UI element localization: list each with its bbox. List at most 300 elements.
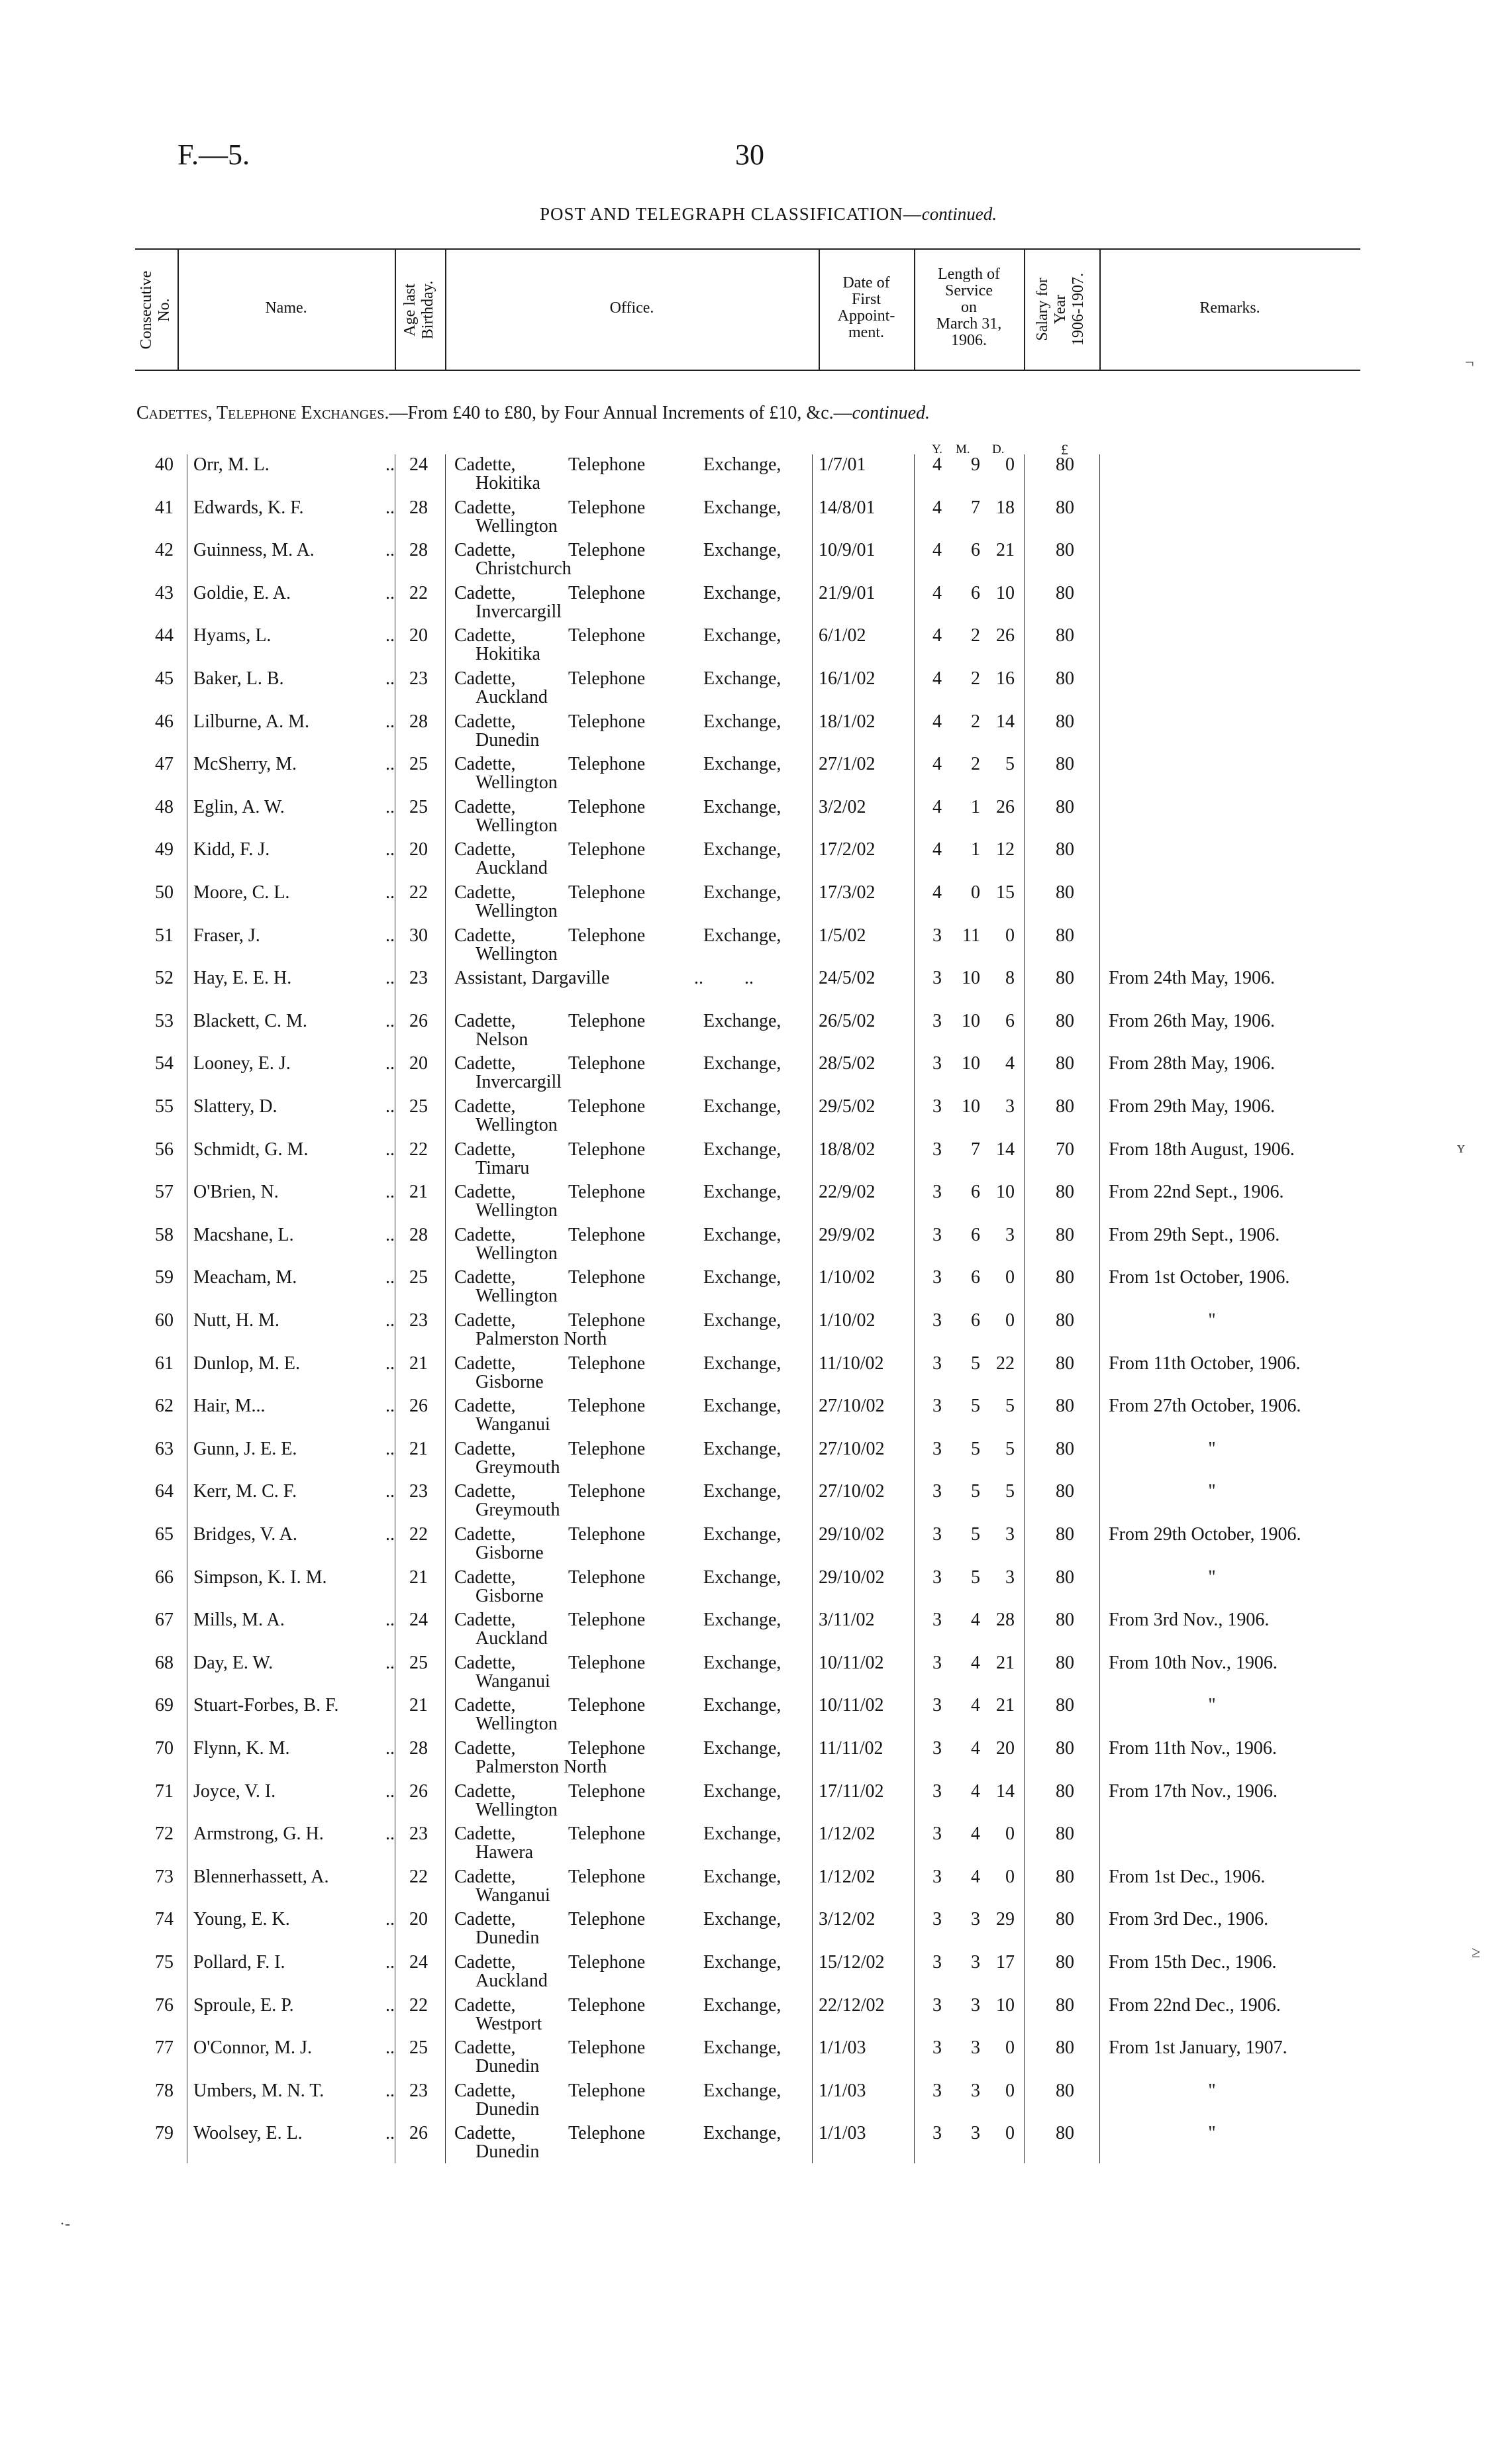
salary-cell: 80 <box>1056 1224 1074 1245</box>
office-word: Cadette, <box>454 540 516 561</box>
service-days: 5 <box>1005 754 1015 775</box>
name-cell: Simpson, K. I. M. <box>193 1566 327 1588</box>
table-row <box>0 1695 1510 1737</box>
office-word: Telephone <box>568 668 646 689</box>
office-word: Telephone <box>568 497 646 518</box>
office-word: .. <box>744 968 754 989</box>
salary-cell: 80 <box>1056 2037 1074 2059</box>
remarks-cell: From 3rd Nov., 1906. <box>1109 1610 1270 1631</box>
name-cell: Edwards, K. F. <box>193 497 304 518</box>
office-place: Wellington <box>476 1286 558 1307</box>
office-place: Wellington <box>476 1200 558 1221</box>
office-word: Exchange, <box>703 882 781 903</box>
service-years: 3 <box>932 1010 942 1031</box>
office-word: Exchange, <box>703 1652 781 1673</box>
name-cell: Hay, E. E. H. <box>193 968 292 989</box>
salary-cell: 80 <box>1056 968 1074 989</box>
age-cell: 20 <box>409 1909 428 1930</box>
name-cell: Day, E. W. <box>193 1652 274 1673</box>
leader-dots: .. <box>385 882 395 903</box>
table-row <box>0 754 1510 796</box>
remarks-cell: From 28th May, 1906. <box>1109 1053 1275 1074</box>
table-row <box>0 1011 1510 1053</box>
office-word: Exchange, <box>703 454 781 475</box>
office-word: Exchange, <box>703 1994 781 2016</box>
salary-cell: 80 <box>1056 1481 1074 1502</box>
office-word: Cadette, <box>454 668 516 689</box>
service-years: 3 <box>932 1353 942 1374</box>
table-row <box>0 540 1510 582</box>
office-word: Cadette, <box>454 1952 516 1973</box>
table-row <box>0 1995 1510 2037</box>
age-cell: 26 <box>409 1010 428 1031</box>
date-cell: 27/10/02 <box>819 1438 885 1459</box>
office-place: Dunedin <box>476 2141 540 2163</box>
table-row <box>0 625 1510 668</box>
name-cell: Blennerhassett, A. <box>193 1866 329 1887</box>
salary-cell: 80 <box>1056 711 1074 732</box>
office-word: Exchange, <box>703 668 781 689</box>
office-place: Wellington <box>476 815 558 836</box>
consecutive-no: 47 <box>155 754 174 775</box>
name-cell: Dunlop, M. E. <box>193 1353 300 1374</box>
service-months: 5 <box>971 1481 980 1502</box>
office-place: Wellington <box>476 1115 558 1135</box>
leader-dots: .. <box>385 1823 395 1845</box>
age-cell: 20 <box>409 1053 428 1074</box>
office-place: Auckland <box>476 1971 548 1991</box>
remarks-cell: From 1st January, 1907. <box>1109 2037 1287 2059</box>
office-word: Cadette, <box>454 1010 516 1031</box>
office-word: Telephone <box>568 1053 646 1074</box>
consecutive-no: 63 <box>155 1438 174 1459</box>
service-months: 7 <box>971 1139 980 1160</box>
date-cell: 11/10/02 <box>819 1353 884 1374</box>
service-months: 3 <box>971 1952 980 1973</box>
salary-cell: 80 <box>1056 1267 1074 1288</box>
service-years: 3 <box>932 1823 942 1845</box>
office-word: Exchange, <box>703 1909 781 1930</box>
service-months: 9 <box>971 454 980 475</box>
name-cell: Kidd, F. J. <box>193 839 270 860</box>
leader-dots: .. <box>385 1994 395 2016</box>
consecutive-no: 65 <box>155 1524 174 1545</box>
service-years: 3 <box>932 2037 942 2059</box>
date-cell: 14/8/01 <box>819 497 876 518</box>
table-row <box>0 1310 1510 1353</box>
name-cell: Blackett, C. M. <box>193 1010 307 1031</box>
service-years: 3 <box>932 925 942 946</box>
page-reference: F.—5. <box>177 138 250 171</box>
office-word: Exchange, <box>703 1481 781 1502</box>
service-days: 21 <box>996 540 1015 561</box>
consecutive-no: 54 <box>155 1053 174 1074</box>
remarks-cell: From 22nd Dec., 1906. <box>1109 1994 1281 2016</box>
service-months: 6 <box>971 1182 980 1203</box>
service-months: 2 <box>971 711 980 732</box>
age-cell: 23 <box>409 2080 428 2101</box>
name-cell: Looney, E. J. <box>193 1053 291 1074</box>
table-row <box>0 711 1510 754</box>
office-word: Cadette, <box>454 711 516 732</box>
header-top-rule <box>135 248 1360 250</box>
office-place: Timaru <box>476 1157 530 1178</box>
salary-cell: 80 <box>1056 1909 1074 1930</box>
date-cell: 27/1/02 <box>819 754 876 775</box>
service-years: 4 <box>932 625 942 646</box>
leader-dots: .. <box>385 582 395 603</box>
office-word: Exchange, <box>703 1096 781 1117</box>
table-row <box>0 1096 1510 1139</box>
office-word: Exchange, <box>703 1438 781 1459</box>
service-months: 0 <box>971 882 980 903</box>
office-word: Telephone <box>568 925 646 946</box>
leader-dots: .. <box>385 1182 395 1203</box>
table-row <box>0 1182 1510 1224</box>
section-text: —From £40 to £80, by Four Annual Increments of £10, &c.— <box>389 403 852 423</box>
leader-dots: .. <box>385 1353 395 1374</box>
date-cell: 3/2/02 <box>819 796 866 817</box>
service-days: 10 <box>996 1182 1015 1203</box>
service-days: 14 <box>996 1139 1015 1160</box>
salary-cell: 80 <box>1056 754 1074 775</box>
service-days: 5 <box>1005 1481 1015 1502</box>
table-row <box>0 1653 1510 1695</box>
office-place: Palmerston North <box>476 1329 607 1349</box>
service-months: 2 <box>971 754 980 775</box>
service-years: 3 <box>932 1053 942 1074</box>
salary-cell: 80 <box>1056 668 1074 689</box>
date-cell: 1/5/02 <box>819 925 866 946</box>
date-cell: 28/5/02 <box>819 1053 876 1074</box>
age-cell: 28 <box>409 1224 428 1245</box>
name-cell: Armstrong, G. H. <box>193 1823 324 1845</box>
consecutive-no: 41 <box>155 497 174 518</box>
date-cell: 18/8/02 <box>819 1139 876 1160</box>
consecutive-no: 77 <box>155 2037 174 2059</box>
table-row <box>0 968 1510 1010</box>
name-cell: Baker, L. B. <box>193 668 284 689</box>
leader-dots: .. <box>385 497 395 518</box>
leader-dots: .. <box>385 1909 395 1930</box>
service-months: 6 <box>971 540 980 561</box>
leader-dots: .. <box>385 1610 395 1631</box>
header-name: Name. <box>265 299 307 317</box>
name-cell: Lilburne, A. M. <box>193 711 309 732</box>
office-word: Cadette, <box>454 839 516 860</box>
age-cell: 21 <box>409 1182 428 1203</box>
office-word: Telephone <box>568 1438 646 1459</box>
salary-cell: 80 <box>1056 1053 1074 1074</box>
table-row <box>0 1524 1510 1566</box>
consecutive-no: 53 <box>155 1010 174 1031</box>
service-months: 10 <box>962 1096 980 1117</box>
office-place: Hawera <box>476 1842 534 1863</box>
office-word: Cadette, <box>454 1353 516 1374</box>
age-cell: 23 <box>409 1481 428 1502</box>
office-word: Cadette, <box>454 1866 516 1887</box>
service-years: 3 <box>932 1267 942 1288</box>
scan-mark: ʏ <box>1457 1139 1465 1156</box>
name-cell: Slattery, D. <box>193 1096 277 1117</box>
office-word: Cadette, <box>454 925 516 946</box>
salary-cell: 80 <box>1056 1010 1074 1031</box>
service-days: 29 <box>996 1909 1015 1930</box>
remarks-cell: " <box>1208 2123 1216 2144</box>
service-years: 4 <box>932 497 942 518</box>
remarks-cell: From 15th Dec., 1906. <box>1109 1952 1277 1973</box>
office-word: Telephone <box>568 1610 646 1631</box>
service-years: 4 <box>932 754 942 775</box>
table-row <box>0 2123 1510 2165</box>
office-word: Exchange, <box>703 711 781 732</box>
age-cell: 21 <box>409 1353 428 1374</box>
service-days: 18 <box>996 497 1015 518</box>
leader-dots: .. <box>385 1010 395 1031</box>
date-cell: 16/1/02 <box>819 668 876 689</box>
name-cell: Flynn, K. M. <box>193 1738 290 1759</box>
service-days: 0 <box>1005 1310 1015 1331</box>
service-years: 3 <box>932 968 942 989</box>
salary-cell: 80 <box>1056 1438 1074 1459</box>
leader-dots: .. <box>385 839 395 860</box>
salary-cell: 80 <box>1056 497 1074 518</box>
consecutive-no: 43 <box>155 582 174 603</box>
office-place: Dunedin <box>476 2056 540 2077</box>
office-word: Exchange, <box>703 1224 781 1245</box>
service-months: 5 <box>971 1566 980 1588</box>
office-word: Exchange, <box>703 1524 781 1545</box>
office-place: Auckland <box>476 858 548 879</box>
office-word: Telephone <box>568 1866 646 1887</box>
heading-continued: continued. <box>921 204 997 224</box>
date-cell: 29/10/02 <box>819 1524 885 1545</box>
office-word: Cadette, <box>454 1738 516 1759</box>
service-years: 3 <box>932 1139 942 1160</box>
name-cell: Gunn, J. E. E. <box>193 1438 297 1459</box>
age-cell: 26 <box>409 1780 428 1802</box>
office-place: Auckland <box>476 687 548 707</box>
leader-dots: .. <box>385 711 395 732</box>
table-row <box>0 668 1510 711</box>
service-days: 6 <box>1005 1010 1015 1031</box>
unit-days: D. <box>992 442 1005 456</box>
office-place: Christchurch <box>476 558 572 580</box>
office-word: Cadette, <box>454 1780 516 1802</box>
remarks-cell: From 11th Nov., 1906. <box>1109 1738 1277 1759</box>
section-continued: continued. <box>852 403 931 423</box>
salary-cell: 80 <box>1056 1952 1074 1973</box>
office-word: Exchange, <box>703 1353 781 1374</box>
date-cell: 21/9/01 <box>819 582 876 603</box>
office-place: Wellington <box>476 1243 558 1264</box>
service-days: 0 <box>1005 2123 1015 2144</box>
remarks-cell: From 22nd Sept., 1906. <box>1109 1182 1284 1203</box>
service-days: 0 <box>1005 1823 1015 1845</box>
date-cell: 1/10/02 <box>819 1267 876 1288</box>
office-place: Wellington <box>476 515 558 537</box>
office-place: Dunedin <box>476 1927 540 1949</box>
office-place: Nelson <box>476 1029 528 1050</box>
office-word: Exchange, <box>703 839 781 860</box>
table-row <box>0 1781 1510 1823</box>
consecutive-no: 51 <box>155 925 174 946</box>
office-word: Exchange, <box>703 1566 781 1588</box>
service-days: 26 <box>996 796 1015 817</box>
office-place: Wanganui <box>476 1414 550 1435</box>
office-word: Exchange, <box>703 2037 781 2059</box>
date-cell: 27/10/02 <box>819 1396 885 1417</box>
date-cell: 1/1/03 <box>819 2123 866 2144</box>
table-row <box>0 1053 1510 1096</box>
remarks-cell: From 17th Nov., 1906. <box>1109 1780 1278 1802</box>
service-days: 10 <box>996 1994 1015 2016</box>
office-word: Cadette, <box>454 1994 516 2016</box>
table-row <box>0 797 1510 839</box>
office-word: Telephone <box>568 796 646 817</box>
service-years: 3 <box>932 1566 942 1588</box>
table-row <box>0 839 1510 882</box>
age-cell: 20 <box>409 625 428 646</box>
office-word: Cadette, <box>454 1610 516 1631</box>
remarks-cell: " <box>1208 1695 1216 1716</box>
service-months: 4 <box>971 1866 980 1887</box>
service-years: 4 <box>932 882 942 903</box>
remarks-cell: From 27th October, 1906. <box>1109 1396 1301 1417</box>
leader-dots: .. <box>385 1481 395 1502</box>
office-word: Telephone <box>568 1010 646 1031</box>
office-word: Cadette, <box>454 1909 516 1930</box>
unit-months: M. <box>956 442 970 456</box>
leader-dots: .. <box>385 1139 395 1160</box>
service-months: 5 <box>971 1396 980 1417</box>
name-cell: McSherry, M. <box>193 754 297 775</box>
service-days: 3 <box>1005 1224 1015 1245</box>
service-days: 0 <box>1005 454 1015 475</box>
leader-dots: .. <box>385 1524 395 1545</box>
name-cell: Hyams, L. <box>193 625 272 646</box>
remarks-cell: From 29th May, 1906. <box>1109 1096 1275 1117</box>
age-cell: 20 <box>409 839 428 860</box>
date-cell: 29/9/02 <box>819 1224 876 1245</box>
consecutive-no: 49 <box>155 839 174 860</box>
consecutive-no: 48 <box>155 796 174 817</box>
age-cell: 22 <box>409 882 428 903</box>
service-months: 4 <box>971 1780 980 1802</box>
service-days: 0 <box>1005 2080 1015 2101</box>
salary-cell: 80 <box>1056 1310 1074 1331</box>
consecutive-no: 40 <box>155 454 174 475</box>
date-cell: 27/10/02 <box>819 1481 885 1502</box>
leader-dots: .. <box>385 1438 395 1459</box>
header-date: Date of First Appoint- ment. <box>837 274 895 341</box>
office-word: Cadette, <box>454 1310 516 1331</box>
section-heading <box>136 403 930 424</box>
service-years: 4 <box>932 668 942 689</box>
remarks-cell: From 29th October, 1906. <box>1109 1524 1301 1545</box>
age-cell: 22 <box>409 1524 428 1545</box>
office-word: Cadette, <box>454 582 516 603</box>
consecutive-no: 64 <box>155 1481 174 1502</box>
office-word: Exchange, <box>703 2080 781 2101</box>
name-cell: Mills, M. A. <box>193 1610 285 1631</box>
office-word: Exchange, <box>703 625 781 646</box>
table-row <box>0 882 1510 925</box>
name-cell: Hair, M... <box>193 1396 266 1417</box>
date-cell: 26/5/02 <box>819 1010 876 1031</box>
service-months: 4 <box>971 1823 980 1845</box>
header-bottom-rule <box>135 370 1360 371</box>
service-months: 3 <box>971 1909 980 1930</box>
leader-dots: .. <box>385 2123 395 2144</box>
remarks-cell: From 26th May, 1906. <box>1109 1010 1275 1031</box>
office-word: Cadette, <box>454 1267 516 1288</box>
service-years: 4 <box>932 540 942 561</box>
leader-dots: .. <box>385 1396 395 1417</box>
table-row <box>0 925 1510 968</box>
office-word: Telephone <box>568 1267 646 1288</box>
table-row <box>0 1952 1510 1994</box>
header-remarks: Remarks. <box>1199 299 1260 317</box>
office-word: Exchange, <box>703 2123 781 2144</box>
office-word: Cadette, <box>454 1096 516 1117</box>
service-days: 12 <box>996 839 1015 860</box>
service-years: 3 <box>932 1652 942 1673</box>
office-word: Exchange, <box>703 1182 781 1203</box>
service-months: 4 <box>971 1738 980 1759</box>
age-cell: 28 <box>409 1738 428 1759</box>
service-years: 4 <box>932 454 942 475</box>
leader-dots: .. <box>385 540 395 561</box>
name-cell: Bridges, V. A. <box>193 1524 297 1545</box>
header-consecutive-no: Consecutive No. <box>138 270 173 350</box>
name-cell: Goldie, E. A. <box>193 582 291 603</box>
service-years: 3 <box>932 1096 942 1117</box>
office-word: Telephone <box>568 1909 646 1930</box>
service-months: 7 <box>971 497 980 518</box>
service-years: 3 <box>932 1182 942 1203</box>
salary-cell: 80 <box>1056 1823 1074 1845</box>
office-word: Exchange, <box>703 1866 781 1887</box>
leader-dots: .. <box>385 968 395 989</box>
salary-cell: 80 <box>1056 582 1074 603</box>
age-cell: 21 <box>409 1695 428 1716</box>
leader-dots: .. <box>385 454 395 475</box>
date-cell: 22/9/02 <box>819 1182 876 1203</box>
date-cell: 29/5/02 <box>819 1096 876 1117</box>
header-office: Office. <box>609 299 654 317</box>
name-cell: Woolsey, E. L. <box>193 2123 303 2144</box>
table-row <box>0 2037 1510 2080</box>
name-cell: Eglin, A. W. <box>193 796 285 817</box>
office-word: Telephone <box>568 1566 646 1588</box>
office-place: Greymouth <box>476 1500 560 1521</box>
office-place: Gisborne <box>476 1585 544 1606</box>
salary-cell: 80 <box>1056 1396 1074 1417</box>
office-word: Telephone <box>568 1353 646 1374</box>
office-place: Greymouth <box>476 1457 560 1478</box>
leader-dots: .. <box>385 2037 395 2059</box>
service-years: 3 <box>932 1952 942 1973</box>
consecutive-no: 71 <box>155 1780 174 1802</box>
age-cell: 21 <box>409 1566 428 1588</box>
consecutive-no: 58 <box>155 1224 174 1245</box>
consecutive-no: 67 <box>155 1610 174 1631</box>
leader-dots: .. <box>385 1053 395 1074</box>
office-word: Exchange, <box>703 796 781 817</box>
office-word: Cadette, <box>454 1182 516 1203</box>
consecutive-no: 55 <box>155 1096 174 1117</box>
